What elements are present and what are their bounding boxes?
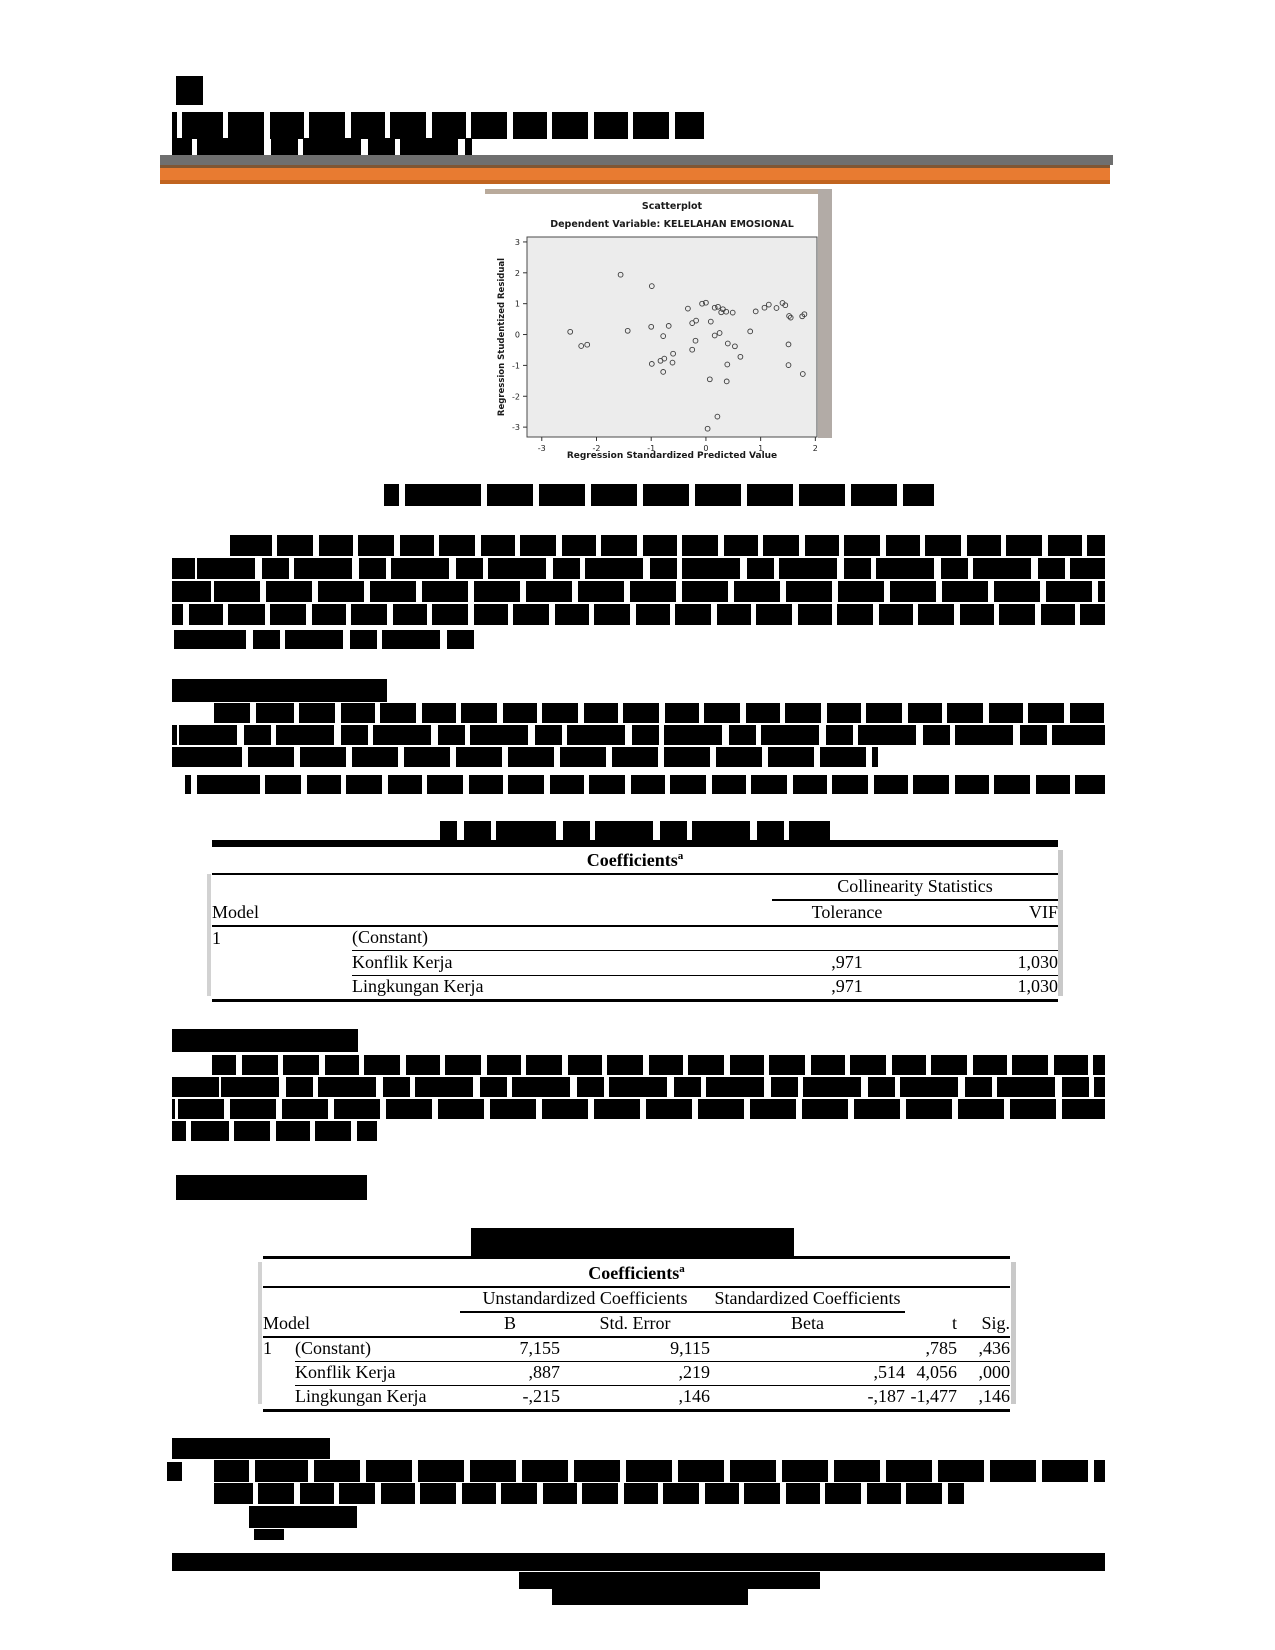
redacted-paragraph-line bbox=[172, 630, 477, 649]
svg-text:-1: -1 bbox=[512, 361, 520, 371]
redacted-paragraph-line bbox=[230, 535, 1105, 556]
column-group-header: Unstandardized Coefficients bbox=[460, 1287, 710, 1312]
redacted-note-line bbox=[254, 1529, 284, 1540]
redacted-section-heading bbox=[176, 1175, 367, 1200]
cell: 4,056 bbox=[905, 1361, 957, 1385]
cell: (Constant) bbox=[295, 1337, 460, 1362]
redacted-paragraph-line bbox=[172, 558, 1105, 579]
cell: ,514 bbox=[710, 1361, 905, 1385]
y-axis-ticks bbox=[512, 238, 527, 432]
svg-text:-2: -2 bbox=[512, 392, 520, 402]
table-row bbox=[263, 1337, 1010, 1362]
table-title: Coefficients bbox=[586, 849, 678, 870]
column-header: Model bbox=[212, 900, 352, 926]
svg-text:3: 3 bbox=[514, 237, 520, 247]
chart-image-edge-top bbox=[485, 189, 832, 194]
table-header-row bbox=[212, 900, 1058, 926]
table-edge-shadow bbox=[1011, 1262, 1016, 1404]
table-row bbox=[212, 976, 1058, 1001]
redacted-logo bbox=[176, 76, 203, 105]
table-row bbox=[212, 844, 1058, 874]
coefficients-collinearity-table bbox=[212, 840, 1058, 1002]
cell: ,000 bbox=[957, 1361, 1010, 1385]
table-row bbox=[263, 1385, 1010, 1410]
redacted-footer-line bbox=[552, 1589, 748, 1605]
redacted-footer-line bbox=[519, 1572, 820, 1589]
coefficients-regression-table bbox=[263, 1256, 1010, 1412]
redacted-paragraph-line bbox=[212, 1055, 1105, 1075]
table-title-cell bbox=[212, 844, 1058, 874]
cell bbox=[263, 1385, 295, 1410]
chart-x-axis-label: Regression Standardized Predicted Value bbox=[566, 451, 778, 461]
redacted-paragraph-line bbox=[172, 604, 1105, 625]
table-title-superscript: a bbox=[677, 849, 684, 862]
cell: ,971 bbox=[772, 951, 922, 976]
svg-text:0: 0 bbox=[514, 330, 520, 340]
cell bbox=[772, 926, 922, 951]
table-row bbox=[212, 951, 1058, 976]
cell: ,436 bbox=[957, 1337, 1010, 1362]
table-row bbox=[212, 874, 1058, 900]
svg-text:-3: -3 bbox=[537, 444, 546, 453]
cell bbox=[922, 926, 1058, 951]
cell bbox=[263, 1287, 460, 1312]
table-row bbox=[263, 1361, 1010, 1385]
scatterplot bbox=[512, 237, 818, 453]
cell bbox=[212, 976, 352, 1001]
svg-text:-1: -1 bbox=[647, 444, 656, 453]
table-title-cell bbox=[263, 1258, 1010, 1287]
cell: 1,030 bbox=[1017, 976, 1059, 996]
table-edge-shadow bbox=[258, 1262, 262, 1404]
cell: 1 bbox=[212, 927, 221, 948]
table-edge-shadow bbox=[207, 874, 211, 996]
redacted-paragraph-line bbox=[172, 581, 1105, 602]
chart-y-axis-label: Regression Studentized Residual bbox=[497, 257, 507, 417]
plot-area bbox=[527, 237, 817, 437]
cell: ,219 bbox=[560, 1361, 710, 1385]
redacted-table-title bbox=[440, 821, 830, 841]
column-header: Std. Error bbox=[560, 1312, 710, 1337]
svg-text:2: 2 bbox=[812, 444, 818, 453]
redacted-paragraph-line bbox=[172, 725, 1105, 745]
cell: ,146 bbox=[678, 1385, 710, 1406]
redacted-table-title bbox=[471, 1228, 794, 1256]
cell: -,187 bbox=[867, 1385, 905, 1406]
cell: ,971 bbox=[831, 976, 863, 996]
chart-subtitle: Dependent Variable: KELELAHAN EMOSIONAL bbox=[550, 219, 794, 230]
svg-text:-3: -3 bbox=[512, 423, 520, 433]
table-header-row bbox=[263, 1312, 1010, 1337]
svg-text:1: 1 bbox=[758, 444, 764, 453]
redacted-note-line bbox=[214, 1483, 964, 1504]
svg-text:-2: -2 bbox=[592, 444, 601, 453]
table-row bbox=[212, 926, 1058, 951]
cell: Konflik Kerja bbox=[295, 1361, 460, 1385]
cell: -1,477 bbox=[910, 1385, 957, 1406]
column-header: Tolerance bbox=[772, 900, 922, 926]
column-header: B bbox=[460, 1312, 560, 1337]
svg-text:0: 0 bbox=[703, 444, 709, 453]
cell bbox=[212, 951, 352, 976]
redacted-note-line bbox=[214, 1460, 1105, 1482]
cell: ,146 bbox=[978, 1385, 1010, 1406]
redacted-note-line bbox=[249, 1506, 357, 1528]
cell bbox=[710, 1337, 905, 1362]
cell bbox=[212, 874, 772, 900]
table-title: Coefficients bbox=[588, 1262, 680, 1283]
table-edge-shadow bbox=[1058, 850, 1063, 996]
redacted-paragraph-line bbox=[185, 775, 1105, 794]
cell: 7,155 bbox=[460, 1337, 560, 1362]
column-group-header: Standardized Coefficients bbox=[710, 1287, 905, 1312]
cell: Lingkungan Kerja bbox=[295, 1385, 427, 1406]
cell: 9,115 bbox=[560, 1337, 710, 1362]
redacted-paragraph-line bbox=[210, 703, 1105, 723]
cell bbox=[957, 1287, 1010, 1312]
redacted-note-label bbox=[172, 1438, 330, 1459]
column-header: Model bbox=[263, 1312, 460, 1337]
column-header: t bbox=[905, 1312, 957, 1337]
table-title-superscript: a bbox=[679, 1262, 685, 1275]
cell: (Constant) bbox=[352, 926, 772, 951]
cell: Lingkungan Kerja bbox=[352, 976, 484, 996]
redacted-subheading bbox=[172, 1029, 358, 1052]
redacted-paragraph-line bbox=[172, 1121, 377, 1141]
cell bbox=[905, 1287, 957, 1312]
redacted-paragraph-line bbox=[172, 1099, 1105, 1119]
column-header: Beta bbox=[710, 1312, 905, 1337]
cell: ,887 bbox=[460, 1361, 560, 1385]
chart-title: Scatterplot bbox=[641, 201, 703, 212]
redacted-figure-caption bbox=[384, 484, 934, 506]
svg-text:2: 2 bbox=[514, 268, 520, 278]
header-divider-gray bbox=[160, 155, 1113, 165]
table-row bbox=[263, 1287, 1010, 1312]
column-header bbox=[352, 900, 772, 926]
column-group-header: Collinearity Statistics bbox=[772, 874, 1058, 900]
header-divider-orange bbox=[160, 165, 1110, 184]
cell: 1 bbox=[263, 1338, 272, 1358]
cell: -,215 bbox=[522, 1385, 560, 1406]
redacted-subheading bbox=[172, 679, 387, 702]
column-header: VIF bbox=[922, 900, 1058, 926]
cell: ,785 bbox=[905, 1337, 957, 1362]
cell: Konflik Kerja bbox=[352, 951, 772, 976]
redacted-paragraph-line bbox=[172, 747, 878, 767]
redacted-header-line-1 bbox=[172, 112, 704, 139]
redacted-paragraph-line bbox=[172, 1077, 1105, 1097]
cell bbox=[263, 1361, 295, 1385]
redacted-footer-bar bbox=[172, 1553, 1105, 1571]
cell: 1,030 bbox=[922, 951, 1058, 976]
redacted-list-marker bbox=[167, 1462, 182, 1481]
table-row bbox=[263, 1258, 1010, 1287]
svg-text:1: 1 bbox=[514, 299, 520, 309]
column-header: Sig. bbox=[957, 1312, 1010, 1337]
